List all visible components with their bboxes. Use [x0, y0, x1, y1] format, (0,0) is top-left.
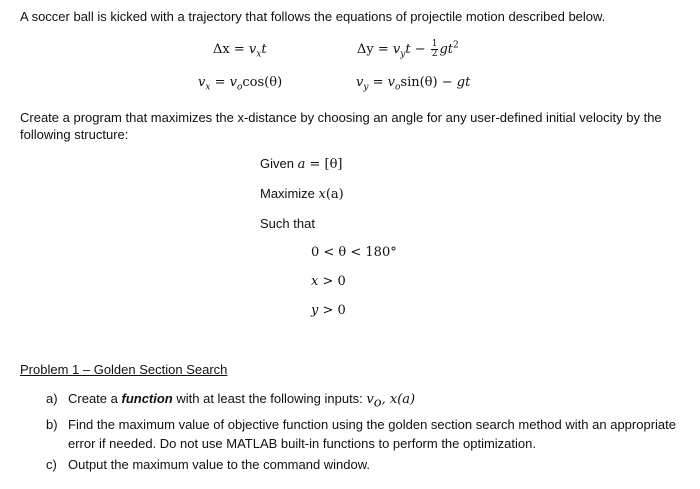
vy-eq: = [368, 75, 388, 90]
vx-v: v [198, 75, 206, 90]
equation-vx [198, 75, 282, 93]
c3-rest: > 0 [318, 303, 346, 318]
item-a-post: with at least the following inputs: [172, 391, 367, 406]
item-b-text: Find the maximum value of objective function using the golden section search method with an appropriate error if needed. Do not use MATLAB built-in functions to perform the optimization. [68, 416, 676, 451]
dx-sub: x [256, 49, 262, 60]
dy-v: v [392, 42, 401, 57]
dy-pow: 2 [453, 40, 459, 51]
vy-o: o [394, 82, 401, 93]
vx-vo: v [229, 75, 237, 90]
list-item [46, 455, 676, 474]
given-line [260, 156, 342, 172]
item-a-math-sub: o [373, 395, 382, 411]
maximize-rest: (a) [325, 187, 344, 202]
vx-eq: = [210, 75, 230, 90]
c3-var: y [311, 303, 319, 318]
dy-lhs: Δy [357, 42, 374, 57]
vx-o: o [236, 82, 243, 93]
item-a-math-rest: , x(a) [381, 392, 416, 407]
constraint-x [311, 274, 346, 289]
vy-vo: v [387, 75, 395, 90]
equation-vy [356, 75, 470, 93]
equation-dy [357, 40, 459, 60]
intro-text: A soccer ball is kicked with a trajectory that follows the equations of projectile motion described below. [20, 9, 606, 24]
list-marker: b) [46, 416, 58, 432]
constraint-theta: 0 < θ < 180° [311, 245, 397, 260]
task-list [46, 389, 676, 476]
maximize-label: Maximize [260, 186, 319, 201]
list-marker: a) [46, 391, 58, 406]
dx-v: v [248, 42, 257, 57]
item-a-math: v [366, 392, 374, 407]
c2-rest: > 0 [318, 274, 346, 289]
list-marker: c) [46, 456, 57, 472]
dy-sub: y [400, 49, 406, 60]
c2-var: x [311, 274, 319, 289]
item-c-text: Output the maximum value to the command window. [68, 456, 371, 472]
item-a-bold: function [121, 391, 173, 406]
dy-t: t − [405, 42, 430, 57]
list-item [46, 415, 676, 453]
maximize-line [260, 186, 344, 202]
list-item [46, 389, 676, 413]
given-rest: = [θ] [305, 157, 343, 172]
maximize-x: x [318, 187, 326, 202]
given-a: a [297, 157, 306, 172]
dy-eq: = [373, 42, 393, 57]
dy-g: gt [439, 42, 454, 57]
vx-sub: x [205, 82, 211, 93]
dx-eq: = [229, 42, 249, 57]
equation-dx [213, 42, 267, 60]
vy-fn: sin(θ) − [400, 75, 457, 90]
vy-v: v [356, 75, 364, 90]
item-a-pre: Create a [68, 391, 122, 406]
frac-num: 1 [431, 39, 438, 49]
vy-gt: gt [456, 75, 471, 90]
dx-lhs: Δx [213, 42, 230, 57]
vx-fn: cos(θ) [242, 75, 283, 90]
description-paragraph: Create a program that maximizes the x-distance by choosing an angle for any user-defined initial velocity by the following structure: [20, 110, 662, 142]
frac-den: 2 [431, 49, 438, 59]
given-label: Given [260, 156, 298, 171]
vy-sub: y [363, 82, 369, 93]
constraint-y [311, 303, 346, 318]
problem-heading: Problem 1 – Golden Section Search [20, 362, 228, 377]
such-that-line: Such that [260, 216, 315, 231]
dx-t: t [261, 42, 267, 57]
fraction-half [431, 40, 439, 59]
